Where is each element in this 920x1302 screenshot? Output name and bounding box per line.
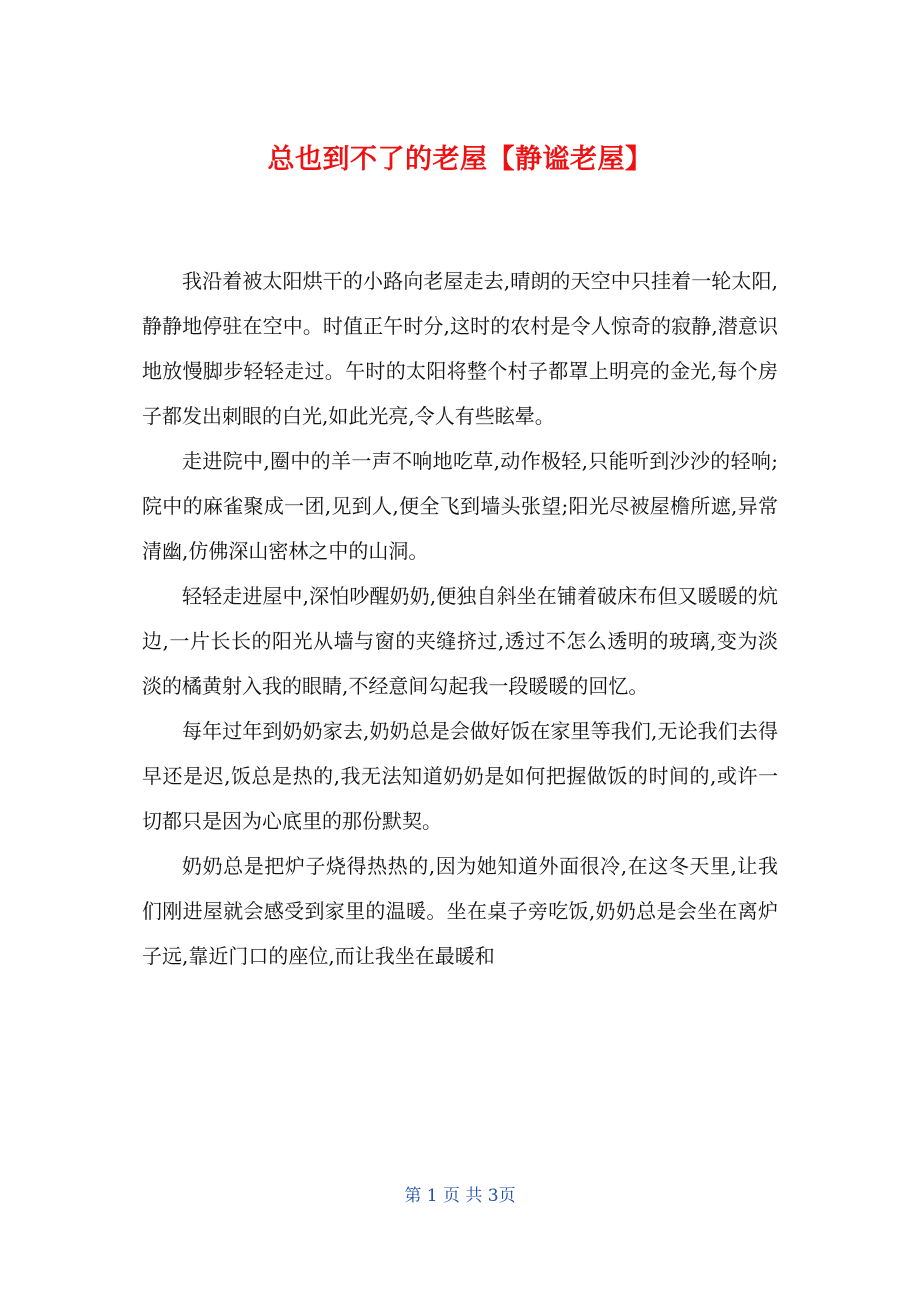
paragraph: 我沿着被太阳烘干的小路向老屋走去,晴朗的天空中只挂着一轮太阳,静静地停驻在空中。时值正午时分,这时的农村是令人惊奇的寂静,潜意识地放慢脚步轻轻走过。午时的太阳将整个村子都罩上明亮的金光,每个房子都发出刺眼的白光,如此光亮,令人有些眩晕。 — [142, 269, 778, 428]
paragraph: 轻轻走进屋中,深怕吵醒奶奶,便独自斜坐在铺着破床布但又暖暖的炕边,一片长长的阳光从墙与窗的夹缝挤过,透过不怎么透明的玻璃,变为淡淡的橘黄射入我的眼睛,不经意间勾起我一段暖暖的回忆。 — [142, 584, 778, 698]
paragraph: 每年过年到奶奶家去,奶奶总是会做好饭在家里等我们,无论我们去得早还是迟,饭总是热的,我无法知道奶奶是如何把握做饭的时间的,或许一切都只是因为心底里的那份默契。 — [142, 719, 778, 833]
page-number-footer: 第 1 页 共 3页 — [404, 1186, 516, 1206]
document-body — [142, 259, 778, 979]
document-title: 总也到不了的老屋【静谧老屋】 — [267, 144, 653, 175]
paragraph: 奶奶总是把炉子烧得热热的,因为她知道外面很冷,在这冬天里,让我们刚进屋就会感受到家里的温暖。坐在桌子旁吃饭,奶奶总是会坐在离炉子远,靠近门口的座位,而让我坐在最暖和 — [142, 854, 778, 968]
paragraph: 走进院中,圈中的羊一声不响地吃草,动作极轻,只能听到沙沙的轻响;院中的麻雀聚成一团,见到人,便全飞到墙头张望;阳光尽被屋檐所遮,异常清幽,仿佛深山密林之中的山洞。 — [142, 449, 778, 563]
